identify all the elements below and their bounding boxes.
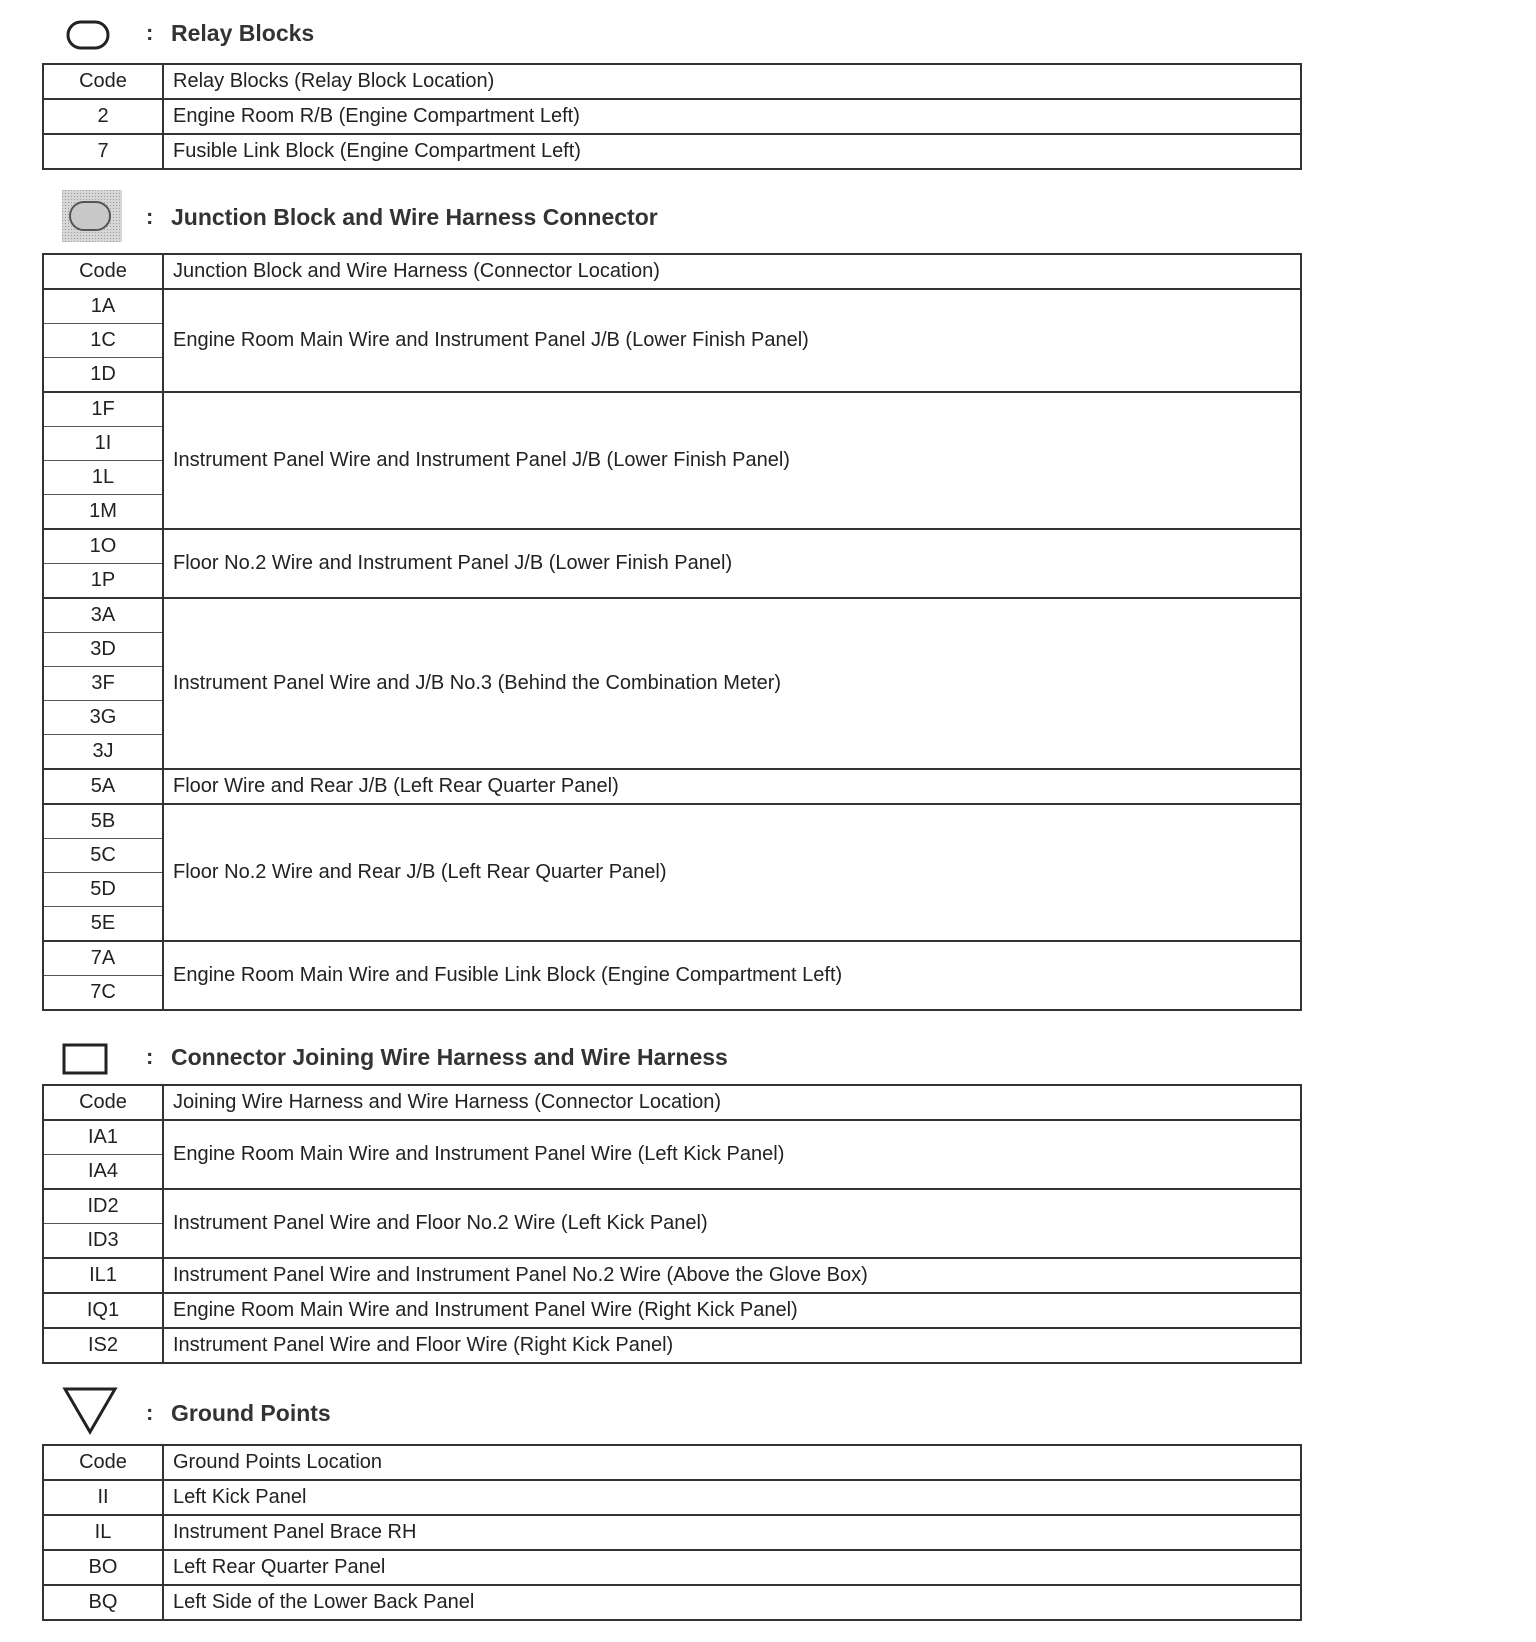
table-row bbox=[43, 289, 1301, 324]
code-table bbox=[42, 1084, 1302, 1364]
code-cell: 1A bbox=[43, 289, 163, 324]
code-cell: 1O bbox=[43, 529, 163, 564]
code-cell: 3F bbox=[43, 667, 163, 701]
location-cell: Engine Room R/B (Engine Compartment Left) bbox=[163, 99, 1301, 134]
table-row bbox=[43, 1480, 1301, 1515]
table-header-row bbox=[43, 1085, 1301, 1120]
code-cell: 5E bbox=[43, 907, 163, 942]
location-cell: Floor No.2 Wire and Rear J/B (Left Rear Quarter Panel) bbox=[163, 804, 1301, 941]
code-cell: 3G bbox=[43, 701, 163, 735]
code-cell: 3D bbox=[43, 633, 163, 667]
location-cell: Instrument Panel Wire and Instrument Panel No.2 Wire (Above the Glove Box) bbox=[163, 1258, 1301, 1293]
code-cell: IA4 bbox=[43, 1155, 163, 1190]
table-row bbox=[43, 1585, 1301, 1620]
table-header-row bbox=[43, 254, 1301, 289]
code-cell: 1C bbox=[43, 324, 163, 358]
table-body bbox=[43, 254, 1301, 1010]
location-cell: Floor Wire and Rear J/B (Left Rear Quarter Panel) bbox=[163, 769, 1301, 804]
location-cell: Left Kick Panel bbox=[163, 1480, 1301, 1515]
table-row bbox=[43, 392, 1301, 427]
code-cell: 1D bbox=[43, 358, 163, 393]
location-column-header: Junction Block and Wire Harness (Connector Location) bbox=[163, 254, 1301, 289]
colon-separator: : bbox=[146, 1044, 154, 1069]
code-cell: 3J bbox=[43, 735, 163, 770]
code-cell: BQ bbox=[43, 1585, 163, 1620]
location-column-header: Ground Points Location bbox=[163, 1445, 1301, 1480]
table-row bbox=[43, 769, 1301, 804]
code-cell: ID2 bbox=[43, 1189, 163, 1224]
code-column-header: Code bbox=[43, 1085, 163, 1120]
table-row bbox=[43, 598, 1301, 633]
code-cell: 1L bbox=[43, 461, 163, 495]
table-row bbox=[43, 941, 1301, 976]
junction-block-symbol-icon bbox=[62, 190, 122, 242]
code-cell: IQ1 bbox=[43, 1293, 163, 1328]
ground-point-symbol-icon bbox=[62, 1386, 118, 1436]
table-body bbox=[43, 1445, 1301, 1620]
table-body bbox=[43, 64, 1301, 169]
code-cell: ID3 bbox=[43, 1224, 163, 1259]
location-cell: Left Side of the Lower Back Panel bbox=[163, 1585, 1301, 1620]
table-row bbox=[43, 804, 1301, 839]
code-cell: 2 bbox=[43, 99, 163, 134]
code-cell: 5B bbox=[43, 804, 163, 839]
section-title: Relay Blocks bbox=[171, 20, 315, 46]
code-cell: 7A bbox=[43, 941, 163, 976]
code-cell: 5C bbox=[43, 839, 163, 873]
code-column-header: Code bbox=[43, 254, 163, 289]
table-row bbox=[43, 1328, 1301, 1363]
connector-symbol-icon bbox=[62, 1042, 110, 1078]
location-cell: Fusible Link Block (Engine Compartment Left) bbox=[163, 134, 1301, 169]
code-column-header: Code bbox=[43, 1445, 163, 1480]
location-cell: Engine Room Main Wire and Instrument Panel J/B (Lower Finish Panel) bbox=[163, 289, 1301, 392]
table-row bbox=[43, 1120, 1301, 1155]
location-cell: Instrument Panel Wire and Instrument Panel J/B (Lower Finish Panel) bbox=[163, 392, 1301, 529]
table-row bbox=[43, 1293, 1301, 1328]
section-title: Ground Points bbox=[171, 1400, 331, 1426]
location-cell: Engine Room Main Wire and Instrument Panel Wire (Right Kick Panel) bbox=[163, 1293, 1301, 1328]
colon-separator: : bbox=[146, 20, 154, 45]
location-column-header: Relay Blocks (Relay Block Location) bbox=[163, 64, 1301, 99]
code-cell: 7 bbox=[43, 134, 163, 169]
location-cell: Instrument Panel Brace RH bbox=[163, 1515, 1301, 1550]
table-row bbox=[43, 1515, 1301, 1550]
code-cell: IS2 bbox=[43, 1328, 163, 1363]
location-cell: Floor No.2 Wire and Instrument Panel J/B (Lower Finish Panel) bbox=[163, 529, 1301, 598]
code-cell: IL1 bbox=[43, 1258, 163, 1293]
code-column-header: Code bbox=[43, 64, 163, 99]
table-row bbox=[43, 1189, 1301, 1224]
location-cell: Instrument Panel Wire and J/B No.3 (Behind the Combination Meter) bbox=[163, 598, 1301, 769]
code-cell: II bbox=[43, 1480, 163, 1515]
code-cell: 1I bbox=[43, 427, 163, 461]
code-cell: 5D bbox=[43, 873, 163, 907]
code-cell: IA1 bbox=[43, 1120, 163, 1155]
code-cell: 1P bbox=[43, 564, 163, 599]
location-cell: Engine Room Main Wire and Fusible Link Block (Engine Compartment Left) bbox=[163, 941, 1301, 1010]
code-cell: 5A bbox=[43, 769, 163, 804]
location-cell: Instrument Panel Wire and Floor No.2 Wire (Left Kick Panel) bbox=[163, 1189, 1301, 1258]
code-table bbox=[42, 253, 1302, 1011]
location-cell: Left Rear Quarter Panel bbox=[163, 1550, 1301, 1585]
code-cell: IL bbox=[43, 1515, 163, 1550]
table-header-row bbox=[43, 1445, 1301, 1480]
code-cell: 1F bbox=[43, 392, 163, 427]
table-row bbox=[43, 134, 1301, 169]
table-row bbox=[43, 1550, 1301, 1585]
section-title: Connector Joining Wire Harness and Wire Harness bbox=[171, 1044, 728, 1070]
table-header-row bbox=[43, 64, 1301, 99]
location-column-header: Joining Wire Harness and Wire Harness (Connector Location) bbox=[163, 1085, 1301, 1120]
table-body bbox=[43, 1085, 1301, 1363]
code-table bbox=[42, 63, 1302, 170]
section-header bbox=[0, 190, 1536, 254]
section-header bbox=[0, 0, 1536, 64]
code-table bbox=[42, 1444, 1302, 1621]
table-row bbox=[43, 1258, 1301, 1293]
code-cell: 3A bbox=[43, 598, 163, 633]
section-header bbox=[0, 1380, 1536, 1444]
code-cell: 7C bbox=[43, 976, 163, 1011]
colon-separator: : bbox=[146, 1400, 154, 1425]
relay-block-symbol-icon bbox=[66, 19, 110, 51]
location-cell: Instrument Panel Wire and Floor Wire (Right Kick Panel) bbox=[163, 1328, 1301, 1363]
code-cell: 1M bbox=[43, 495, 163, 530]
colon-separator: : bbox=[146, 204, 154, 229]
location-cell: Engine Room Main Wire and Instrument Panel Wire (Left Kick Panel) bbox=[163, 1120, 1301, 1189]
code-cell: BO bbox=[43, 1550, 163, 1585]
table-row bbox=[43, 99, 1301, 134]
table-row bbox=[43, 529, 1301, 564]
section-title: Junction Block and Wire Harness Connector bbox=[171, 204, 658, 230]
